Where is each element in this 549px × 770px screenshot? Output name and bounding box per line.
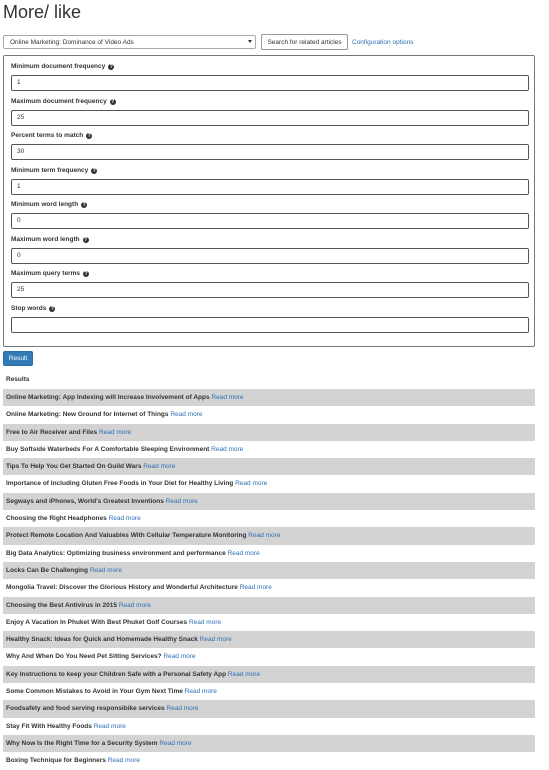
result-title: Online Marketing: App Indexing will Increase Involvement of Apps: [6, 394, 210, 401]
field-label: Maximum query terms: [11, 270, 80, 277]
list-item: [3, 406, 535, 423]
results-heading: Results: [6, 376, 30, 383]
result-title: Healthy Snack: Ideas for Quick and Homemade Healthy Snack: [6, 636, 198, 644]
result-title: Tips To Help You Get Started On Guild Wars: [6, 463, 142, 471]
list-item: [3, 545, 535, 562]
read-more-link[interactable]: Read more: [93, 722, 126, 730]
result-title: Some Common Mistakes to Avoid in Your Gym Next Time: [6, 688, 183, 696]
read-more-link[interactable]: Read more: [248, 532, 281, 540]
result-title: Free to Air Receiver and Files: [6, 428, 98, 436]
result-title: Why And When Do You Need Pet Sitting Services?: [6, 653, 162, 661]
read-more-link[interactable]: Read more: [211, 394, 244, 401]
field-percent-terms: [11, 131, 529, 160]
result-title: Why Now Is the Right Time for a Security System: [6, 739, 158, 747]
read-more-link[interactable]: Read more: [143, 463, 176, 471]
read-more-link[interactable]: Read more: [89, 566, 122, 574]
read-more-link[interactable]: Read more: [107, 757, 140, 765]
list-item: [3, 735, 535, 752]
list-item: [3, 648, 535, 665]
result-title: Enjoy A Vacation In Phuket With Best Phuket Golf Courses: [6, 618, 188, 626]
list-item: [3, 752, 535, 769]
list-item: [3, 718, 535, 735]
stop-words-input[interactable]: [11, 317, 529, 333]
help-icon[interactable]: ?: [82, 202, 86, 208]
read-more-link[interactable]: Read more: [166, 705, 199, 713]
list-item: [3, 424, 535, 441]
field-label: Minimum term frequency: [11, 166, 89, 174]
result-button[interactable]: Result: [3, 351, 33, 366]
result-title: Segways and iPhones, World's Greatest Inventions: [6, 497, 164, 505]
result-title: Big Data Analytics: Optimizing business environment and performance: [6, 549, 226, 557]
list-item: [3, 510, 535, 527]
result-title: Locks Can Be Challenging: [6, 566, 88, 574]
chevron-down-icon: [248, 40, 252, 43]
list-item: [3, 441, 535, 458]
result-title: Boxing Technique for Beginners: [6, 757, 106, 765]
field-label: Maximum document frequency: [11, 97, 107, 105]
result-title: Online Marketing: New Ground for Internet of Things: [6, 411, 169, 419]
result-title: Stay Fit With Healthy Foods: [6, 722, 92, 730]
max-query-terms-input[interactable]: 25: [11, 282, 529, 298]
page-title: More/ like: [3, 2, 82, 22]
article-select-value: Online Marketing: Dominance of Video Ads: [10, 38, 134, 46]
search-related-button[interactable]: Search for related articles: [261, 34, 348, 50]
list-item: [3, 493, 535, 510]
field-label: Maximum word length: [11, 235, 80, 243]
read-more-link[interactable]: Read more: [165, 497, 198, 505]
field-label: Percent terms to match: [11, 132, 84, 139]
help-icon[interactable]: ?: [84, 271, 88, 277]
list-item: [3, 666, 535, 683]
help-icon[interactable]: ?: [109, 64, 113, 70]
read-more-link[interactable]: Read more: [199, 636, 232, 644]
read-more-link[interactable]: Read more: [184, 688, 217, 696]
field-max-query-terms: [11, 269, 529, 298]
list-item: [3, 614, 535, 631]
field-min-doc-frequency: [11, 62, 529, 91]
percent-terms-input[interactable]: 30: [11, 144, 529, 160]
help-icon[interactable]: ?: [50, 305, 54, 312]
list-item: [3, 597, 535, 614]
field-max-word-length: [11, 235, 529, 264]
read-more-link[interactable]: Read more: [170, 411, 203, 419]
result-title: Key Instructions to keep your Children Safe with a Personal Safety App: [6, 670, 227, 678]
read-more-link[interactable]: Read more: [188, 618, 222, 626]
field-min-term-frequency: [11, 166, 529, 195]
list-item: [3, 458, 535, 475]
help-icon[interactable]: ?: [111, 98, 115, 105]
list-item: [3, 579, 535, 596]
max-doc-frequency-input[interactable]: 25: [11, 110, 529, 126]
list-item: [3, 475, 535, 492]
help-icon[interactable]: ?: [84, 236, 88, 243]
field-label: Minimum word length: [11, 201, 79, 208]
list-item: [3, 631, 535, 648]
configuration-options-link[interactable]: Configuration options: [352, 38, 414, 46]
list-item: [3, 700, 535, 717]
result-title: Protect Remote Location And Valuables With Cellular Temperature Monitoring: [6, 532, 247, 540]
results-list: [3, 389, 535, 770]
result-title: Mongolia Travel: Discover the Glorious History and Wonderful Architecture: [6, 584, 238, 592]
list-item: [3, 527, 535, 544]
result-title: Importance of Including Gluten Free Foods in Your Diet for Healthy Living: [6, 480, 234, 488]
configuration-panel: [3, 55, 535, 347]
min-term-frequency-input[interactable]: 1: [11, 179, 529, 195]
min-word-length-input[interactable]: 0: [11, 213, 529, 229]
max-word-length-input[interactable]: 0: [11, 248, 529, 264]
read-more-link[interactable]: Read more: [211, 445, 244, 453]
read-more-link[interactable]: Read more: [163, 653, 196, 661]
help-icon[interactable]: ?: [92, 167, 96, 174]
list-item: [3, 683, 535, 700]
read-more-link[interactable]: Read more: [159, 739, 192, 747]
field-max-doc-frequency: [11, 97, 529, 126]
field-label: Minimum document frequency: [11, 63, 106, 70]
result-title: Buy Softside Waterbeds For A Comfortable Sleeping Environment: [6, 445, 210, 453]
field-label: Stop words: [11, 304, 47, 312]
read-more-link[interactable]: Read more: [235, 480, 268, 488]
list-item: [3, 562, 535, 579]
read-more-link[interactable]: Read more: [239, 584, 272, 592]
field-min-word-length: [11, 200, 529, 229]
read-more-link[interactable]: Read more: [118, 601, 151, 609]
min-doc-frequency-input[interactable]: 1: [11, 75, 529, 91]
result-title: Foodsafety and food serving responsibike services: [6, 705, 165, 713]
field-stop-words: [11, 304, 529, 333]
help-icon[interactable]: ?: [87, 133, 91, 139]
read-more-link[interactable]: Read more: [227, 670, 261, 678]
toolbar: [3, 34, 413, 50]
list-item: [3, 389, 535, 406]
read-more-link[interactable]: Read more: [227, 549, 260, 557]
read-more-link[interactable]: Read more: [98, 428, 132, 436]
result-title: Choosing the Best Antivirus in 2015: [6, 601, 118, 609]
read-more-link[interactable]: Read more: [108, 515, 141, 523]
result-title: Choosing the Right Headphones: [6, 515, 107, 523]
article-select[interactable]: [3, 35, 256, 49]
